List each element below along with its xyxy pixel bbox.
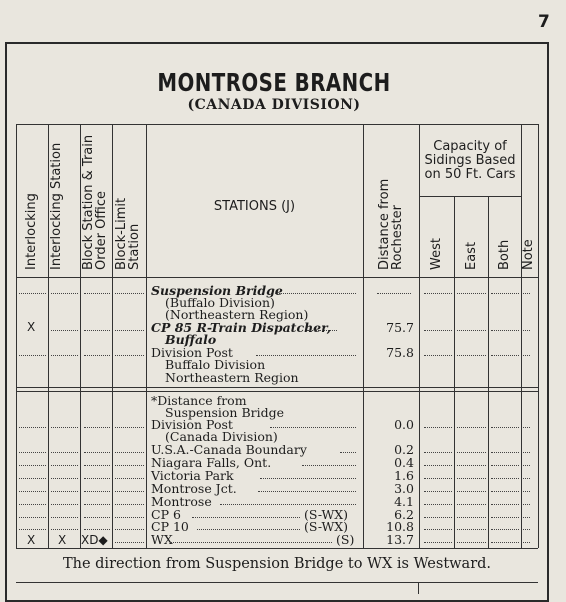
leader-dot-rule [51, 355, 78, 356]
station-division-post-1-region: Northeastern Region [165, 370, 299, 385]
leader-dot-rule [19, 529, 46, 530]
station-row-6: Montrose [151, 494, 212, 509]
station-division-post-1: Division Post [151, 345, 233, 360]
col-rule-10 [521, 124, 522, 548]
leader-dot-rule [457, 478, 486, 479]
leader-dot-rule [523, 491, 530, 492]
station-leader-dots [192, 517, 300, 518]
leader-dot-rule [523, 504, 530, 505]
station-leader-dots [220, 504, 356, 505]
leader-dot-rule [51, 452, 78, 453]
leader-dot-rule [424, 517, 452, 518]
leader-dot-rule [84, 478, 110, 479]
leader-dot-rule [84, 529, 110, 530]
leader-dot-rule [51, 529, 78, 530]
leader-dot-rule [424, 478, 452, 479]
station-leader-dots [258, 491, 356, 492]
leader-dot-rule [115, 452, 144, 453]
distance-division-post-1: 75.8 [386, 345, 414, 360]
station-leader-dots [307, 330, 337, 331]
station-leader-dots [170, 542, 332, 543]
leader-dot-rule [19, 427, 46, 428]
header-block-limit-text: Block-Limit Station [114, 197, 142, 270]
leader-dot-rule [19, 293, 46, 294]
leader-dot-rule [491, 330, 519, 331]
leader-dot-rule [115, 465, 144, 466]
station-leader-dots [197, 529, 300, 530]
footer-bottom-rule [16, 582, 538, 583]
leader-dot-rule [523, 355, 530, 356]
leader-dot-rule [84, 452, 110, 453]
leader-dot-rule [115, 504, 144, 505]
leader-dot-rule [115, 355, 144, 356]
leader-dot-rule [424, 452, 452, 453]
leader-dot-rule [115, 491, 144, 492]
station-leader-dots [256, 355, 356, 356]
suffix-row-8: (S-WX) [304, 519, 349, 534]
interlocking-mark-cp85: X [27, 320, 36, 334]
section-divider-1 [16, 387, 538, 388]
header-west: West [429, 238, 444, 270]
page-title: MONTROSE BRANCH [157, 68, 391, 97]
leader-dot-rule [424, 465, 452, 466]
page-subtitle: (CANADA DIVISION) [187, 97, 361, 113]
leader-dot-rule [523, 293, 530, 294]
leader-dot-rule [491, 491, 519, 492]
leader-dot-rule [523, 452, 530, 453]
col-rule-8 [454, 196, 455, 548]
leader-dot-rule [377, 293, 411, 294]
leader-dot-rule [84, 427, 110, 428]
header-block-station [82, 120, 108, 270]
leader-dot-rule [523, 427, 530, 428]
leader-dot-rule [491, 529, 519, 530]
leader-dot-rule [491, 355, 519, 356]
leader-dot-rule [84, 517, 110, 518]
leader-dot-rule [523, 465, 530, 466]
station-row-3: Niagara Falls, Ont. [151, 455, 272, 470]
leader-dot-rule [457, 517, 486, 518]
leader-dot-rule [523, 529, 530, 530]
footer-rule [418, 582, 419, 594]
leader-dot-rule [115, 293, 144, 294]
leader-dot-rule [457, 355, 486, 356]
leader-dot-rule [115, 517, 144, 518]
leader-dot-rule [84, 355, 110, 356]
leader-dot-rule [424, 529, 452, 530]
station-leader-dots [260, 478, 356, 479]
leader-dot-rule [51, 517, 78, 518]
leader-dot-rule [457, 529, 486, 530]
leader-dot-rule [491, 452, 519, 453]
station-row-5: Montrose Jct. [151, 481, 237, 496]
suffix-row-7: (S-WX) [304, 507, 349, 522]
leader-dot-rule [523, 542, 530, 543]
distance-row-4: 1.6 [394, 468, 414, 483]
distance-row-9: 13.7 [386, 532, 414, 547]
leader-dot-rule [19, 504, 46, 505]
interlocking-mark-wx: X [27, 533, 36, 547]
leader-dot-rule [84, 293, 110, 294]
station-row-0: Division Post [151, 417, 233, 432]
leader-dot-rule [491, 427, 519, 428]
station-row-4: Victoria Park [151, 468, 234, 483]
station-leader-dots [302, 465, 356, 466]
col-rule-7 [419, 124, 420, 548]
block-station-mark-wx: XD◆ [81, 533, 108, 547]
leader-dot-rule [51, 491, 78, 492]
col-rule-1 [16, 124, 17, 548]
leader-dot-rule [51, 504, 78, 505]
station-row-1: (Canada Division) [165, 429, 278, 444]
leader-dot-rule [51, 427, 78, 428]
section-divider-2 [16, 391, 538, 392]
header-interlocking-station-text: Interlocking Station [49, 142, 64, 270]
leader-dot-rule [457, 452, 486, 453]
header-block-station-text: Block Station & Train Order Office [81, 134, 109, 270]
distance-row-2: 0.2 [394, 442, 414, 457]
leader-dot-rule [523, 517, 530, 518]
leader-dot-rule [424, 504, 452, 505]
station-cp85-buffalo: Buffalo [165, 332, 217, 347]
leader-dot-rule [19, 491, 46, 492]
leader-dot-rule [457, 293, 486, 294]
leader-dot-rule [424, 293, 452, 294]
table-bottom-rule [16, 548, 538, 549]
distance-row-8: 10.8 [386, 519, 414, 534]
col-rule-5 [146, 124, 147, 548]
distance-row-3: 0.4 [394, 455, 414, 470]
footer-direction-note: The direction from Suspension Bridge to WX is Westward. [62, 556, 492, 572]
leader-dot-rule [19, 517, 46, 518]
station-northeastern-region: (Northeastern Region) [165, 307, 309, 322]
leader-dot-rule [491, 465, 519, 466]
leader-dot-rule [51, 293, 78, 294]
leader-dot-rule [491, 517, 519, 518]
leader-dot-rule [457, 330, 486, 331]
page-number: 7 [538, 12, 550, 32]
leader-dot-rule [115, 529, 144, 530]
col-rule-11 [538, 124, 539, 548]
header-both: Both [497, 239, 512, 270]
distance-row-0: 0.0 [394, 417, 414, 432]
station-cp85: CP 85 R-Train Dispatcher, [151, 320, 332, 335]
station-buffalo-division: (Buffalo Division) [165, 295, 275, 310]
header-note: Note [521, 239, 536, 270]
leader-dot-rule [523, 478, 530, 479]
leader-dot-rule [19, 465, 46, 466]
leader-dot-rule [457, 504, 486, 505]
header-capacity: Capacity of Sidings Based on 50 Ft. Cars [424, 139, 516, 182]
leader-dot-rule [457, 465, 486, 466]
leader-dot-rule [491, 504, 519, 505]
station-leader-dots [275, 293, 356, 294]
note-distance-from: *Distance from [151, 393, 247, 408]
header-east: East [464, 241, 479, 270]
leader-dot-rule [523, 330, 530, 331]
distance-row-5: 3.0 [394, 481, 414, 496]
header-interlocking-station [50, 130, 63, 270]
leader-dot-rule [424, 427, 452, 428]
col-rule-4 [112, 124, 113, 548]
leader-dot-rule [51, 465, 78, 466]
station-row-2: U.S.A.-Canada Boundary [151, 442, 307, 457]
interlocking-station-mark-wx: X [58, 533, 67, 547]
leader-dot-rule [19, 452, 46, 453]
leader-dot-rule [115, 427, 144, 428]
leader-dot-rule [424, 542, 452, 543]
leader-dot-rule [84, 330, 110, 331]
leader-dot-rule [84, 465, 110, 466]
header-block-limit [115, 170, 141, 270]
header-stations: STATIONS (J) [213, 199, 296, 214]
station-row-9: WX [151, 532, 173, 547]
station-leader-dots [340, 452, 356, 453]
leader-dot-rule [115, 330, 144, 331]
leader-dot-rule [51, 478, 78, 479]
leader-dot-rule [51, 330, 78, 331]
leader-dot-rule [491, 293, 519, 294]
station-row-7: CP 6 [151, 507, 181, 522]
leader-dot-rule [424, 491, 452, 492]
col-rule-9 [488, 196, 489, 548]
leader-dot-rule [115, 478, 144, 479]
leader-dot-rule [457, 491, 486, 492]
station-division-post-1-div: Buffalo Division [165, 357, 266, 372]
distance-row-6: 4.1 [394, 494, 414, 509]
leader-dot-rule [457, 427, 486, 428]
distance-row-7: 6.2 [394, 507, 414, 522]
leader-dot-rule [19, 355, 46, 356]
station-row-8: CP 10 [151, 519, 189, 534]
note-suspension-bridge: Suspension Bridge [165, 405, 285, 420]
leader-dot-rule [424, 355, 452, 356]
station-suspension-bridge: Suspension Bridge [151, 283, 283, 298]
header-distance [378, 150, 404, 270]
leader-dot-rule [457, 542, 486, 543]
leader-dot-rule [84, 504, 110, 505]
leader-dot-rule [115, 542, 144, 543]
leader-dot-rule [491, 542, 519, 543]
leader-dot-rule [491, 478, 519, 479]
distance-cp85: 75.7 [386, 320, 414, 335]
capacity-header-rule [419, 196, 521, 197]
leader-dot-rule [84, 491, 110, 492]
header-bottom-rule [16, 277, 538, 278]
header-distance-text: Distance from Rochester [377, 178, 405, 270]
header-interlocking: Interlocking [24, 193, 39, 270]
station-leader-dots [270, 427, 356, 428]
leader-dot-rule [424, 330, 452, 331]
suffix-row-9: (S) [336, 532, 355, 547]
leader-dot-rule [19, 478, 46, 479]
